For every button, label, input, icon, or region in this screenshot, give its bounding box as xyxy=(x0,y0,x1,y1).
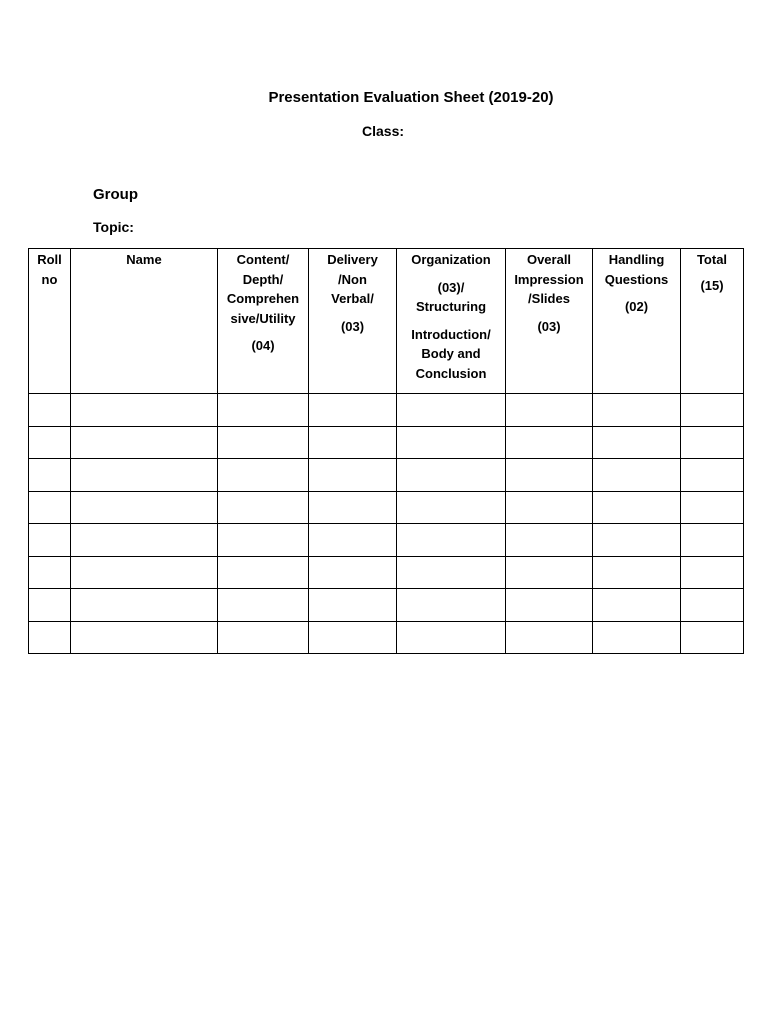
header-organization: Organization (03)/ Structuring Introduction/ Body and Conclusion xyxy=(397,249,506,394)
cell-roll-no[interactable] xyxy=(29,621,71,654)
cell-handling-questions[interactable] xyxy=(593,459,681,492)
cell-overall-impression[interactable] xyxy=(506,621,593,654)
cell-overall-impression[interactable] xyxy=(506,524,593,557)
cell-total[interactable] xyxy=(681,621,744,654)
cell-name[interactable] xyxy=(71,459,218,492)
cell-total[interactable] xyxy=(681,556,744,589)
evaluation-table xyxy=(28,248,744,654)
cell-roll-no[interactable] xyxy=(29,491,71,524)
cell-content[interactable] xyxy=(218,621,309,654)
table-row xyxy=(29,459,744,492)
topic-label: Topic: xyxy=(93,219,134,235)
cell-content[interactable] xyxy=(218,426,309,459)
cell-overall-impression[interactable] xyxy=(506,589,593,622)
cell-handling-questions[interactable] xyxy=(593,426,681,459)
cell-roll-no[interactable] xyxy=(29,524,71,557)
cell-content[interactable] xyxy=(218,556,309,589)
cell-handling-questions[interactable] xyxy=(593,621,681,654)
header-delivery: Delivery /Non Verbal/ (03) xyxy=(309,249,397,394)
cell-organization[interactable] xyxy=(397,589,506,622)
group-label: Group xyxy=(93,186,138,203)
class-label: Class: xyxy=(362,123,405,139)
cell-delivery[interactable] xyxy=(309,524,397,557)
cell-handling-questions[interactable] xyxy=(593,524,681,557)
table-body xyxy=(29,394,744,654)
header-row xyxy=(29,249,744,394)
table-row xyxy=(29,621,744,654)
cell-total[interactable] xyxy=(681,491,744,524)
cell-name[interactable] xyxy=(71,621,218,654)
cell-overall-impression[interactable] xyxy=(506,556,593,589)
cell-delivery[interactable] xyxy=(309,394,397,427)
header-roll-no: Roll no xyxy=(29,249,71,394)
header-name: Name xyxy=(71,249,218,394)
cell-name[interactable] xyxy=(71,394,218,427)
cell-roll-no[interactable] xyxy=(29,459,71,492)
cell-handling-questions[interactable] xyxy=(593,589,681,622)
cell-content[interactable] xyxy=(218,491,309,524)
cell-total[interactable] xyxy=(681,524,744,557)
cell-organization[interactable] xyxy=(397,394,506,427)
cell-name[interactable] xyxy=(71,556,218,589)
cell-handling-questions[interactable] xyxy=(593,491,681,524)
table-row xyxy=(29,491,744,524)
cell-total[interactable] xyxy=(681,459,744,492)
table-row xyxy=(29,426,744,459)
cell-overall-impression[interactable] xyxy=(506,426,593,459)
cell-roll-no[interactable] xyxy=(29,589,71,622)
cell-organization[interactable] xyxy=(397,556,506,589)
cell-name[interactable] xyxy=(71,524,218,557)
cell-content[interactable] xyxy=(218,589,309,622)
cell-roll-no[interactable] xyxy=(29,556,71,589)
header-total: Total (15) xyxy=(681,249,744,394)
table-row xyxy=(29,524,744,557)
table-row xyxy=(29,394,744,427)
cell-overall-impression[interactable] xyxy=(506,491,593,524)
sheet-title: Presentation Evaluation Sheet (2019-20) xyxy=(268,89,554,106)
cell-delivery[interactable] xyxy=(309,556,397,589)
cell-name[interactable] xyxy=(71,589,218,622)
cell-handling-questions[interactable] xyxy=(593,556,681,589)
cell-total[interactable] xyxy=(681,394,744,427)
cell-content[interactable] xyxy=(218,524,309,557)
cell-organization[interactable] xyxy=(397,426,506,459)
cell-delivery[interactable] xyxy=(309,491,397,524)
cell-delivery[interactable] xyxy=(309,426,397,459)
header-overall-impression: Overall Impression /Slides (03) xyxy=(506,249,593,394)
cell-overall-impression[interactable] xyxy=(506,459,593,492)
table-row xyxy=(29,589,744,622)
cell-roll-no[interactable] xyxy=(29,394,71,427)
cell-name[interactable] xyxy=(71,426,218,459)
header-handling-questions: Handling Questions (02) xyxy=(593,249,681,394)
cell-organization[interactable] xyxy=(397,621,506,654)
header-content: Content/ Depth/ Comprehen sive/Utility (04) xyxy=(218,249,309,394)
cell-roll-no[interactable] xyxy=(29,426,71,459)
cell-name[interactable] xyxy=(71,491,218,524)
cell-total[interactable] xyxy=(681,426,744,459)
cell-overall-impression[interactable] xyxy=(506,394,593,427)
cell-delivery[interactable] xyxy=(309,589,397,622)
cell-delivery[interactable] xyxy=(309,621,397,654)
cell-organization[interactable] xyxy=(397,491,506,524)
cell-content[interactable] xyxy=(218,394,309,427)
cell-handling-questions[interactable] xyxy=(593,394,681,427)
cell-organization[interactable] xyxy=(397,459,506,492)
table-row xyxy=(29,556,744,589)
cell-content[interactable] xyxy=(218,459,309,492)
cell-delivery[interactable] xyxy=(309,459,397,492)
cell-organization[interactable] xyxy=(397,524,506,557)
cell-total[interactable] xyxy=(681,589,744,622)
